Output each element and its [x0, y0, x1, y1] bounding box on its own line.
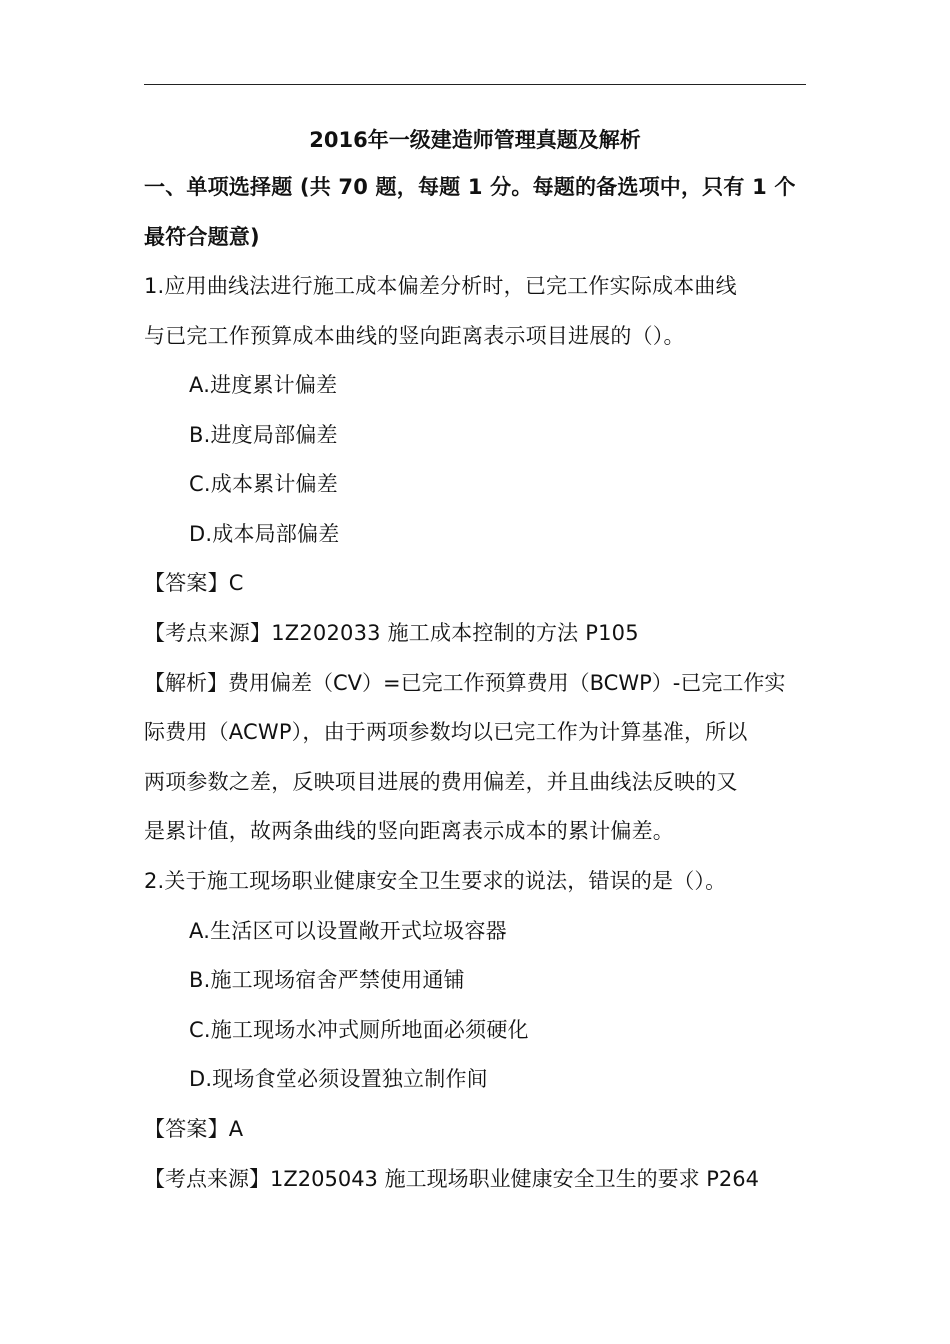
header-rule — [144, 84, 806, 85]
q2-answer: 【答案】A — [144, 1117, 244, 1141]
q1-option-b: B.进度局部偏差 — [189, 423, 338, 447]
q1-stem-line-2: 与已完工作预算成本曲线的竖向距离表示项目进展的（）。 — [144, 324, 685, 348]
page-title: 2016年一级建造师管理真题及解析 — [309, 128, 641, 152]
q2-option-d: D.现场食堂必须设置独立制作间 — [189, 1067, 488, 1091]
q2-stem-line-1: 2.关于施工现场职业健康安全卫生要求的说法，错误的是（）。 — [144, 869, 727, 893]
q1-answer: 【答案】C — [144, 571, 244, 595]
q1-analysis-line-3: 两项参数之差，反映项目进展的费用偏差，并且曲线法反映的又 — [144, 770, 738, 794]
q1-analysis-line-1: 【解析】费用偏差（CV）=已完工作预算费用（BCWP）-已完工作实 — [144, 671, 786, 695]
q2-option-c: C.施工现场水冲式厕所地面必须硬化 — [189, 1018, 529, 1042]
section-heading-line-2: 最符合题意) — [144, 225, 260, 249]
q1-analysis-line-2: 际费用（ACWP），由于两项参数均以已完工作为计算基准，所以 — [144, 720, 748, 744]
q1-option-c: C.成本累计偏差 — [189, 472, 338, 496]
q2-option-b: B.施工现场宿舍严禁使用通铺 — [189, 968, 465, 992]
section-heading-line-1: 一、单项选择题 (共 70 题，每题 1 分。每题的备选项中，只有 1 个 — [144, 175, 796, 199]
q2-source: 【考点来源】1Z205043 施工现场职业健康安全卫生的要求 P264 — [144, 1167, 760, 1191]
q1-analysis-line-4: 是累计值，故两条曲线的竖向距离表示成本的累计偏差。 — [144, 819, 674, 843]
q1-option-d: D.成本局部偏差 — [189, 522, 340, 546]
q2-option-a: A.生活区可以设置敞开式垃圾容器 — [189, 919, 507, 943]
q1-stem-line-1: 1.应用曲线法进行施工成本偏差分析时，已完工作实际成本曲线 — [144, 274, 737, 298]
q1-option-a: A.进度累计偏差 — [189, 373, 338, 397]
q1-source: 【考点来源】1Z202033 施工成本控制的方法 P105 — [144, 621, 639, 645]
